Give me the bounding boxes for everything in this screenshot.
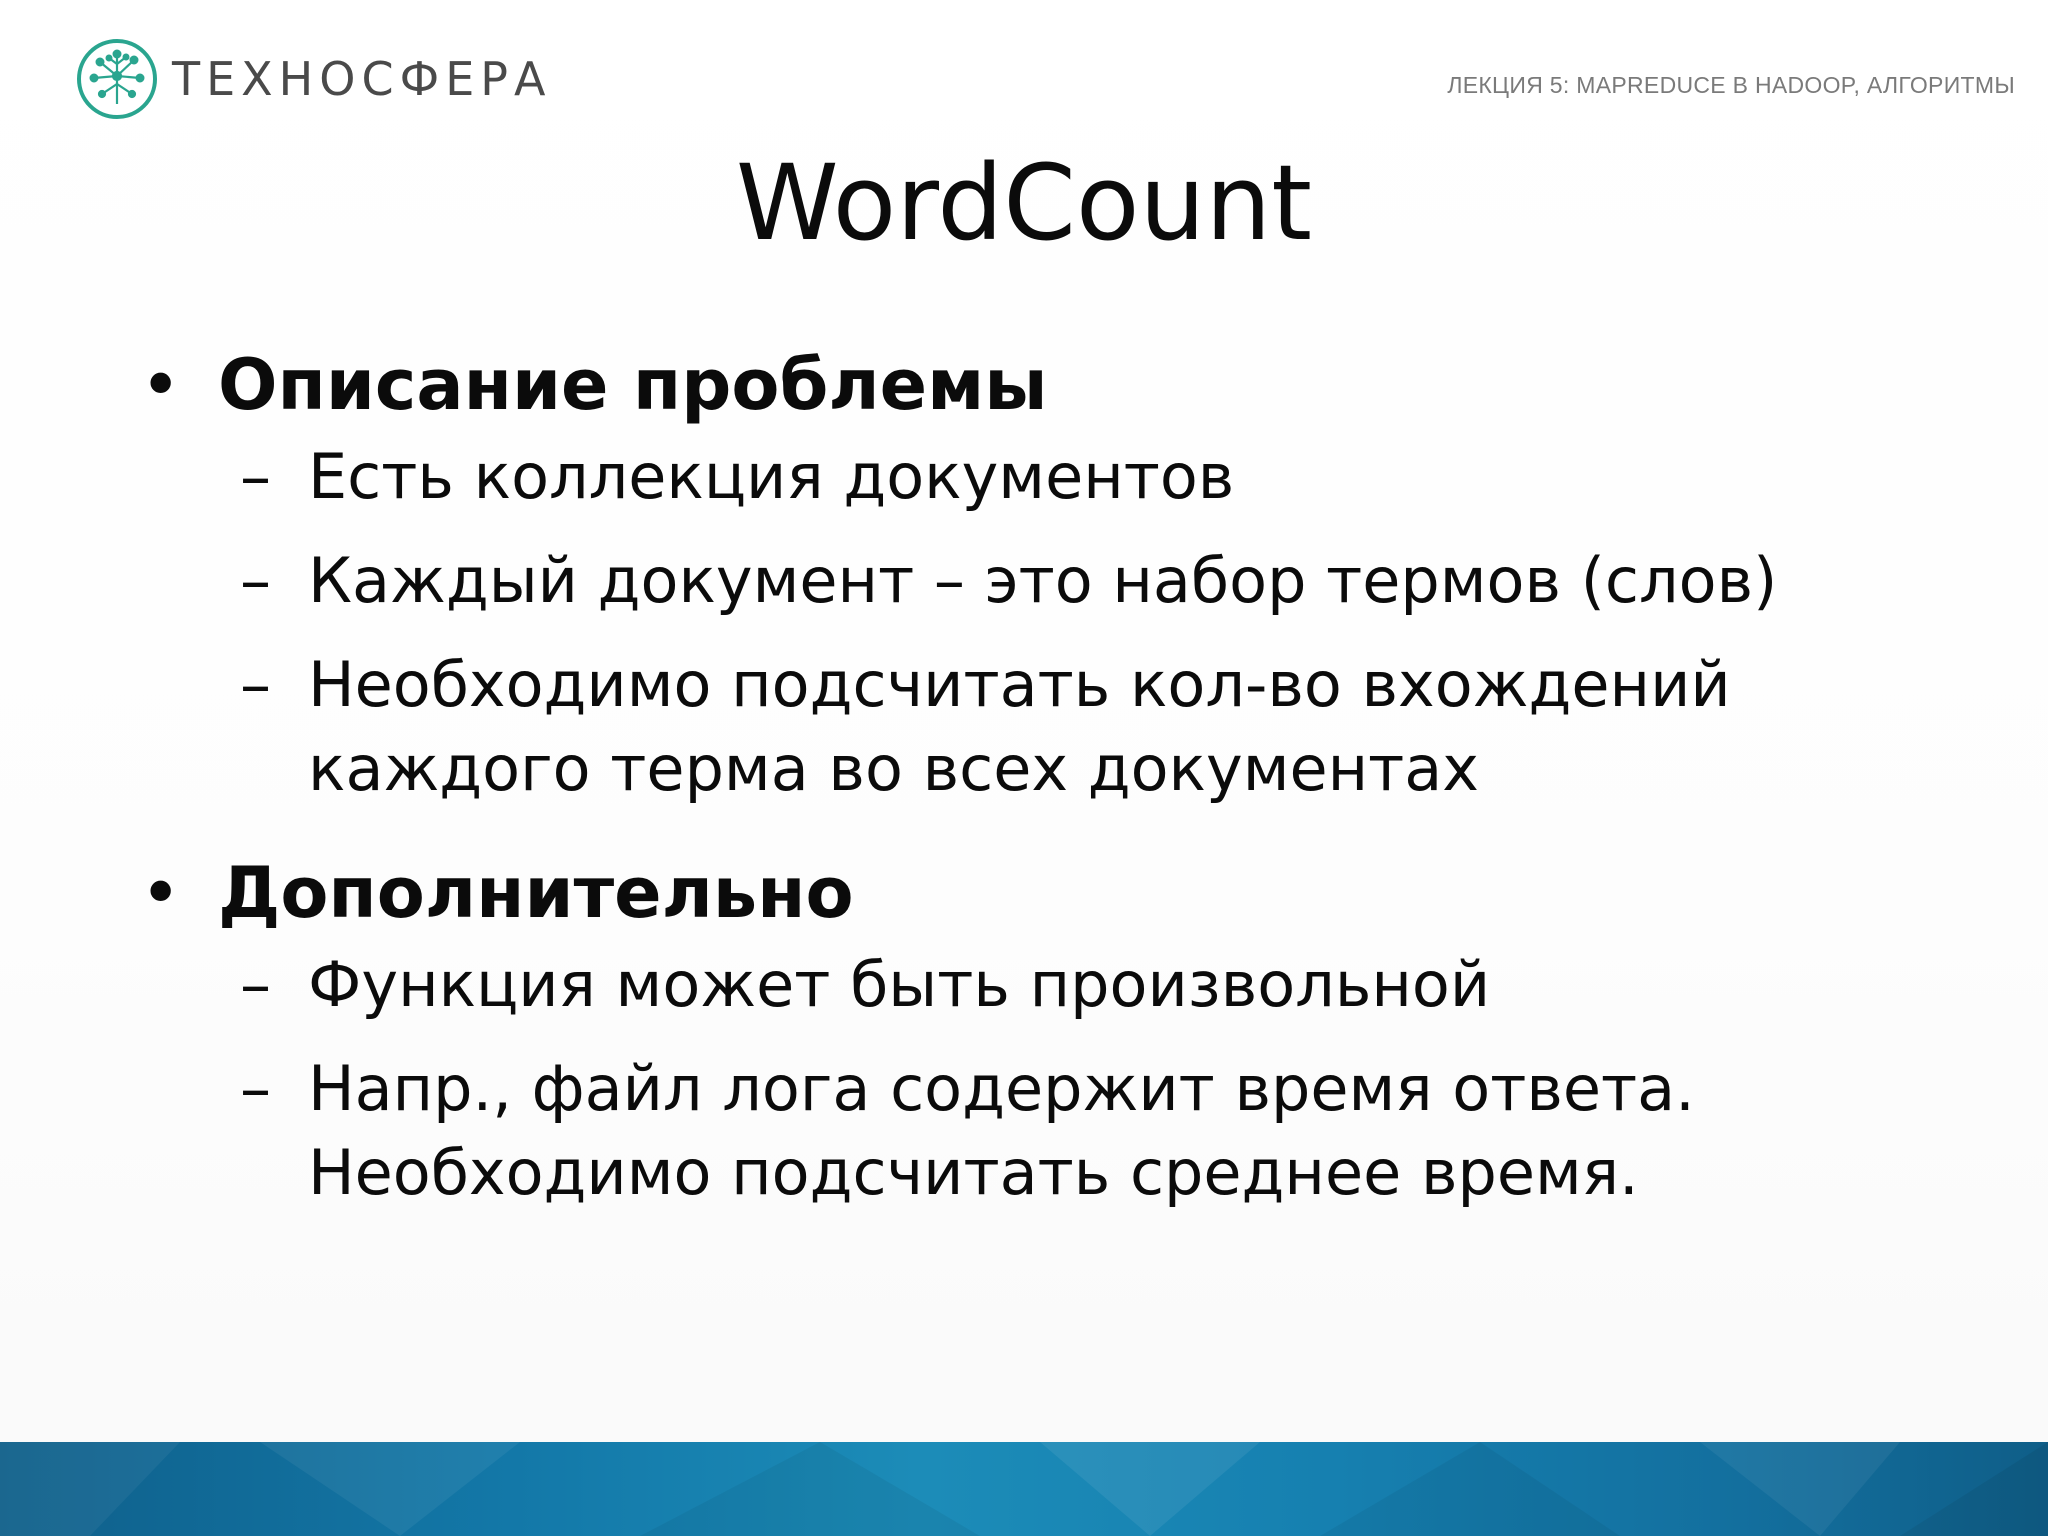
list-item-text: Функция может быть произвольной <box>308 948 1491 1021</box>
list-item <box>140 539 2000 623</box>
logo <box>76 38 551 120</box>
list-item-text: Есть коллекция документов <box>308 440 1235 513</box>
bullet-marker: • <box>140 852 182 934</box>
dash-marker: – <box>240 1052 271 1125</box>
dash-marker: – <box>240 948 271 1021</box>
list-item-text: Напр., файл лога содержит время ответа. Необходимо подсчитать среднее время. <box>308 1052 1695 1209</box>
bullet-heading: Дополнительно <box>218 852 854 934</box>
list-item <box>140 643 2000 811</box>
list-item <box>140 943 2000 1027</box>
lecture-caption: ЛЕКЦИЯ 5: MAPREDUCE В HADOOP, АЛГОРИТМЫ <box>1447 72 2015 98</box>
dash-marker: – <box>240 440 271 513</box>
slide-content <box>140 335 2000 1235</box>
dash-marker: – <box>240 544 271 617</box>
list-item-text: Необходимо подсчитать кол-во вхождений каждого терма во всех документах <box>308 648 1731 805</box>
bullet-additionally <box>140 843 2000 943</box>
dash-marker: – <box>240 648 271 721</box>
bullet-heading: Описание проблемы <box>218 344 1048 426</box>
list-item-text: Каждый документ – это набор термов (слов) <box>308 544 1778 617</box>
spacer <box>140 831 2000 843</box>
list-item <box>140 1047 2000 1215</box>
footer-band <box>0 1442 2048 1536</box>
sub-list-additional <box>140 943 2000 1215</box>
sub-list-problem <box>140 435 2000 811</box>
logo-text: ТЕХНОСФЕРА <box>172 52 552 106</box>
footer-pattern <box>0 1442 2048 1536</box>
slide-title: WordCount <box>735 142 1313 264</box>
dandelion-icon <box>76 38 158 120</box>
bullet-problem-description <box>140 335 2000 435</box>
list-item <box>140 435 2000 519</box>
bullet-marker: • <box>140 344 182 426</box>
